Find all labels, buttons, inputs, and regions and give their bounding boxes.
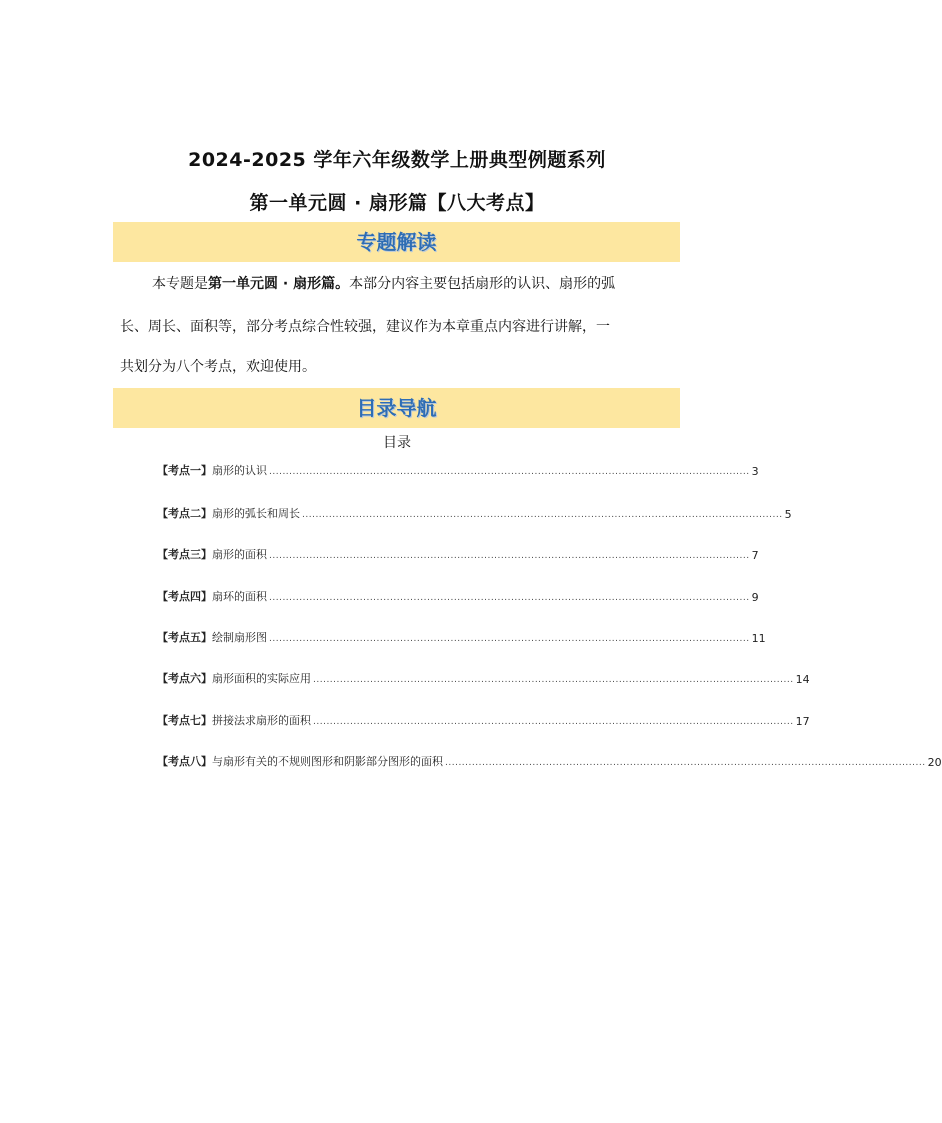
toc-leader-dots: ............................................................................................................................................... bbox=[269, 551, 750, 561]
toc-entry-page: 9 bbox=[751, 591, 759, 604]
toc-entry-tag: 【考点六】 bbox=[157, 672, 212, 685]
toc-entry-tag: 【考点五】 bbox=[157, 631, 212, 644]
toc-leader-dots: ............................................................................................................................................... bbox=[269, 467, 750, 477]
section-heading-toc: 目录导航 bbox=[356, 396, 437, 420]
toc-leader-dots: ............................................................................................................................................... bbox=[313, 717, 794, 727]
toc-entry-tag: 【考点三】 bbox=[157, 548, 212, 561]
toc-entry[interactable] bbox=[157, 505, 792, 521]
toc-entry[interactable] bbox=[157, 462, 759, 478]
toc-entry-tag: 【考点四】 bbox=[157, 590, 212, 603]
toc-leader-dots: ............................................................................................................................................... bbox=[269, 634, 750, 644]
toc-entry-page: 14 bbox=[795, 673, 810, 686]
toc-entry-label: 扇形的认识 bbox=[212, 464, 267, 477]
toc-leader-dots: ............................................................................................................................................... bbox=[302, 510, 783, 520]
toc-entry[interactable] bbox=[157, 753, 942, 769]
toc-entry-tag: 【考点一】 bbox=[157, 464, 212, 477]
intro-line-1-bold: 第一单元圆 · 扇形篇。 bbox=[208, 276, 350, 292]
toc-entry[interactable] bbox=[157, 629, 766, 645]
toc-entry-tag: 【考点二】 bbox=[157, 507, 212, 520]
toc-entry[interactable] bbox=[157, 546, 759, 562]
section-heading-intro: 专题解读 bbox=[356, 230, 437, 254]
intro-line-1 bbox=[152, 277, 615, 291]
toc-entry-label: 与扇形有关的不规则图形和阴影部分图形的面积 bbox=[212, 755, 443, 768]
toc-entry[interactable] bbox=[157, 670, 810, 686]
section-band-intro bbox=[113, 222, 680, 262]
toc-entry-label: 扇形面积的实际应用 bbox=[212, 672, 311, 685]
toc-entry-page: 5 bbox=[784, 508, 792, 521]
intro-line-1-post: 本部分内容主要包括扇形的认识、扇形的弧 bbox=[349, 276, 616, 292]
toc-entry[interactable] bbox=[157, 712, 810, 728]
toc-entry-label: 绘制扇形图 bbox=[212, 631, 267, 644]
toc-entry-tag: 【考点七】 bbox=[157, 714, 212, 727]
toc-entry-label: 扇形的弧长和周长 bbox=[212, 507, 300, 520]
document-subtitle: 第一单元圆 · 扇形篇【八大考点】 bbox=[249, 192, 545, 214]
intro-line-2: 长、周长、面积等，部分考点综合性较强，建议作为本章重点内容进行讲解，一 bbox=[120, 319, 610, 335]
toc-entry-label: 拼接法求扇形的面积 bbox=[212, 714, 311, 727]
toc-leader-dots: ............................................................................................................................................... bbox=[313, 675, 794, 685]
section-band-toc bbox=[113, 388, 680, 428]
toc-entry-tag: 【考点八】 bbox=[157, 755, 212, 768]
toc-entry[interactable] bbox=[157, 588, 759, 604]
toc-entry-label: 扇形的面积 bbox=[212, 548, 267, 561]
toc-entry-page: 7 bbox=[751, 549, 759, 562]
document-title: 2024-2025 学年六年级数学上册典型例题系列 bbox=[188, 149, 606, 171]
toc-entry-label: 扇环的面积 bbox=[212, 590, 267, 603]
toc-leader-dots: ............................................................................................................................................... bbox=[269, 593, 750, 603]
toc-title: 目录 bbox=[383, 435, 411, 451]
toc-entry-page: 17 bbox=[795, 715, 810, 728]
toc-leader-dots: ............................................................................................................................................... bbox=[445, 758, 926, 768]
toc-entry-page: 11 bbox=[751, 632, 766, 645]
toc-entry-page: 20 bbox=[927, 756, 942, 769]
toc-entry-page: 3 bbox=[751, 465, 759, 478]
intro-line-1-pre: 本专题是 bbox=[152, 276, 208, 292]
intro-line-3: 共划分为八个考点，欢迎使用。 bbox=[120, 359, 316, 375]
